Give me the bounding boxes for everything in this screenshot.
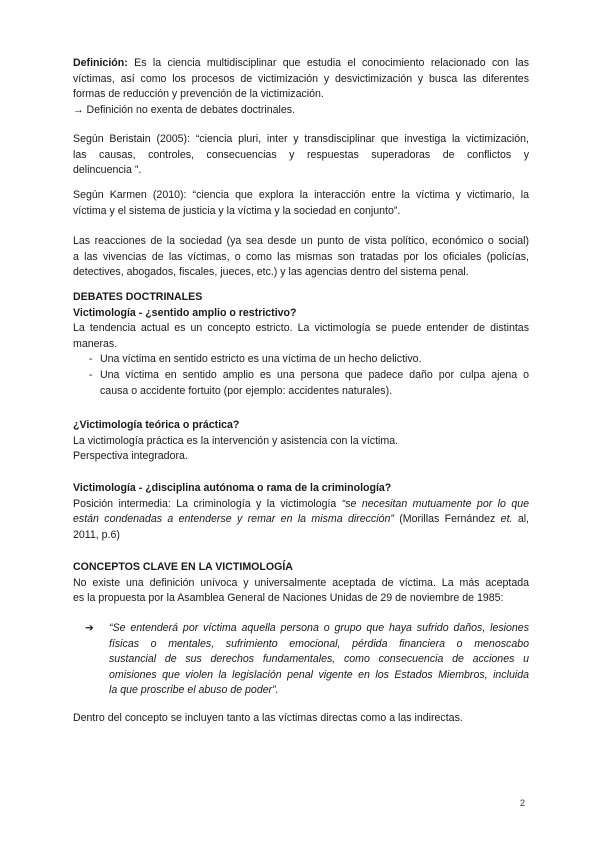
arrow-bullet-icon: ➔ [85,622,94,634]
definition-note: → Definición no exenta de debates doctrinales. [73,103,296,116]
un-definition-quote: ➔ “Se entenderá por víctima aquella persona o grupo que haya sufrido daños, lesiones físicas o mentales, sufrimiento emocional, pérdida financiera o menoscabo sustancial de sus derechos fundamentales, como consecuencia de acciones u omisiones que violen la legislación penal vigente en los Estados Miembros, incluida la que proscribe el abuso de poder”. [85,622,529,697]
conceptos-heading: CONCEPTOS CLAVE EN LA VICTIMOLOGÍA [73,561,293,573]
teorica-section: ¿Victimología teórica o práctica? La victimología práctica es la intervención y asistencia con la víctima. Perspectiva integradora. [73,418,529,465]
list-item: - Una víctima en sentido amplio es una persona que padece daño por culpa ajena o causa o accidente fortuito (por ejemplo: accidentes naturales). [89,368,529,397]
dash-bullet: - [89,368,93,381]
reactions-paragraph: Las reacciones de la sociedad (ya sea desde un punto de vista político, económico o social) a las vivencias de las víctimas, o como las mismas son tratadas por los oficiales (policías, detectives, abogados, fiscales, jueces, etc.) y las agencias dentro del sistema penal. [73,235,529,279]
karmen-quote: Según Karmen (2010): “ciencia que explora la interacción entre la víctima y victimario, la víctima y el sistema de justicia y la víctima y la sociedad en conjunto”. [73,189,529,217]
beristain-quote: Según Beristain (2005): “ciencia pluri, inter y transdisciplinar que investiga la victimización, las causas, controles, consecuencias y respuestas superadoras de conflictos y delincuencia ”. [73,133,529,177]
sentido-subheading: Victimología - ¿sentido amplio o restrictivo? [73,306,297,319]
list-item: - Una víctima en sentido estricto es una víctima de un hecho delictivo. [73,352,529,368]
conceptos-section: CONCEPTOS CLAVE EN LA VICTIMOLOGÍA No existe una definición unívoca y universalmente aceptada de víctima. La más aceptada es la propuesta por la Asamblea General de Naciones Unidas de 29 de noviembre de 1985: [73,561,529,605]
debates-heading: DEBATES DOCTRINALES [73,291,203,303]
sentido-list [73,352,529,399]
definition-label: Definición: [73,57,128,69]
teorica-subheading: ¿Victimología teórica o práctica? [73,419,240,431]
dash-bullet: - [89,353,93,366]
autonoma-section: Victimología - ¿disciplina autónoma o rama de la criminología? Posición intermedia: La criminología y la victimología “se necesitan mutuamente por lo que están condenadas a entenderse y remar en la misma dirección” (Morillas Fernández et. al, 2011, p.6) [73,482,530,541]
autonoma-subheading: Victimología - ¿disciplina autónoma o rama de la criminología? [73,482,392,494]
closing-paragraph: Dentro del concepto se incluyen tanto a las víctimas directas como a las indirectas. [73,712,463,724]
debates-section: DEBATES DOCTRINALES Victimología - ¿sentido amplio o restrictivo? La tendencia actual es un concepto estricto. La victimología se puede entender de distintas maneras. - Una víctima en sentido estricto es una víctima de un hecho delictivo. - Una víctima en sentido amplio es una persona que padece daño por culpa ajena o causa o accidente fortuito (por ejemplo: accidentes naturales). [73,290,529,399]
definition-paragraph: Definición: Es la ciencia multidisciplinar que estudia el conocimiento relacionado con las víctimas, así como los procesos de victimización y desvictimización y busca las diferentes formas de reducción y prevención de la victimización. → Definición no exenta de debates doctrinales. [73,56,529,118]
page-number: 2 [520,798,526,808]
